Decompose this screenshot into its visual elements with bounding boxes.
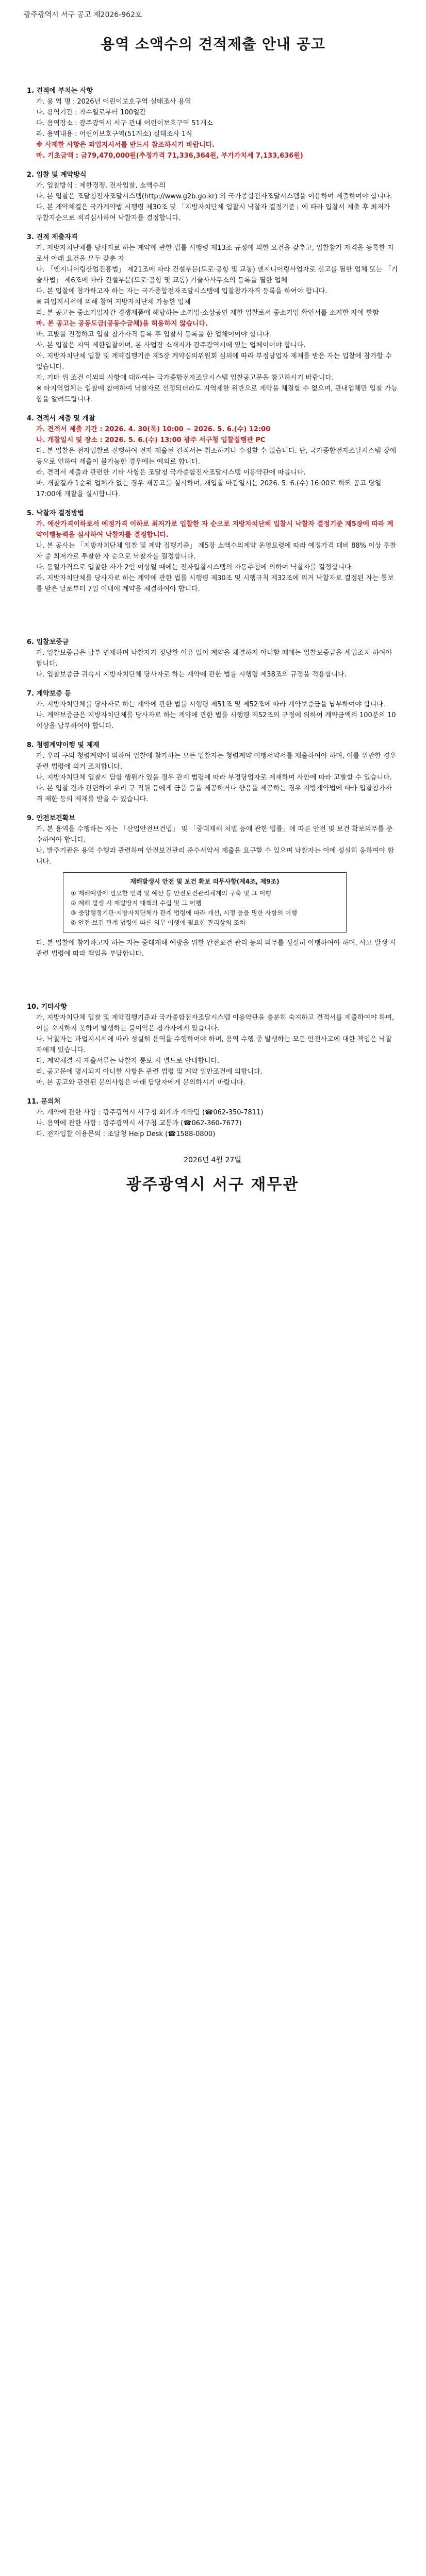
safety-duty-box-title: 재해발생시 안전 및 보건 확보 의무사항(제4조, 제9조) <box>130 878 280 885</box>
section-line: 나. 입찰보증금 귀속시 지방자치단체 당사자로 하는 계약에 관한 법률 시행령 제38조의 규정을 적용합니다. <box>36 671 347 679</box>
section-line: 다. 용역장소 : 광주광역시 서구 관내 어린이보호구역 51개소 <box>36 120 213 127</box>
section-line: 나. 「엔지니어링산업진흥법」 제21조에 따라 건설부문(도로·공항 및 교통) 엔지니어링사업자로 신고를 필한 업체 또는 「기술사법」 제6조에 따라 건설부문(도로·공항 및 교통) 기술사사무소의 등록을 필한 업체 <box>36 266 398 284</box>
section-line: 나. 용역에 관한 사항 : 광주광역시 서구청 교통과 (☎062-360-7677) <box>36 1120 242 1127</box>
section-line: 라. 지방자치단체를 당사자로 하는 계약에 관한 법률 시행령 제30조 및 시행규칙 제32조에 의거 낙찰자로 결정된 자는 통보를 받은 날로부터 7일 이내에 계약을 체결하여야 합니다. <box>36 574 394 593</box>
section-line: ※ 과업지시서에 의해 참여 지방자치단체 가능한 업체 <box>36 298 191 306</box>
section-line: 가. 지방자치단체 입찰 및 계약집행기준과 국가종합전자조달시스템 이용약관을 충분히 숙지하고 견적서를 제출하여야 하며, 이를 숙지하지 못하여 발생하는 불이익은 참가자에게 있습니다. <box>36 1014 395 1032</box>
section-line: 가. 지방자치단체를 당사자로 하는 계약에 관한 법률 시행령 제51조 및 제52조에 따라 계약보증금을 납부하여야 합니다. <box>36 701 385 708</box>
safety-duty-item: ② 재해 발생 시 재발방지 대책의 수립 및 그 이행 <box>71 900 202 907</box>
section-line: 마. 개찰결과 1순위 업체가 없는 경우 재공고를 실시하며, 재입찰 마감일시는 2026. 5. 6.(수) 16:00로 하되 공고 당일 17:00에 개찰을 실시합니다. <box>36 480 382 498</box>
section-line: 나. 본 공사는 「지방자치단체 입찰 및 계약 집행기준」 제5장 소액수의계약 운영요령에 따라 예정가격 대비 88% 이상 투찰자 중 최저가로 투찰한 자 순으로 낙찰자를 결정합니다. <box>36 542 397 561</box>
section-2 <box>27 170 398 224</box>
section-line: 자. 기타 위 조건 이외의 사항에 대하여는 국가종합전자조달시스템 입찰공고문을 참고하시기 바랍니다. <box>36 374 334 382</box>
section-line: 라. 견적서 제출과 관련한 기타 사항은 조달청 국가종합전자조달시스템 이용약관에 따릅니다. <box>36 469 306 477</box>
section-line: 나. 낙찰자는 과업지시서에 따라 성실히 용역을 수행하여야 하며, 용역 수행 중 발생하는 모든 안전사고에 대한 책임은 낙찰자에게 있습니다. <box>36 1036 392 1054</box>
section-line: 다. 전자입찰 이용문의 : 조달청 Help Desk (☎1588-0800) <box>36 1130 216 1138</box>
section-heading: 1. 견적에 부치는 사항 <box>27 87 93 95</box>
safety-duty-item: ③ 중앙행정기관·지방자치단체가 관계 법령에 따라 개선, 시정 등을 명한 사항의 이행 <box>71 909 298 917</box>
notice-date: 2026년 4월 27일 <box>184 1156 241 1164</box>
notice-issuer: 광주광역시 서구 재무관 <box>126 1176 299 1194</box>
section-8 <box>27 740 398 805</box>
section-line: 가. 예산가격이하로서 예정가격 이하로 최저가로 입찰한 자 순으로 지방자치단체 입찰시 낙찰자 결정기준 제5장에 따라 계약이행능력을 심사하여 낙찰자를 결정합니다. <box>36 520 394 539</box>
section-line: 다. 계약체결 시 제출서류는 낙찰자 통보 시 별도로 안내합니다. <box>36 1057 220 1065</box>
section-heading: 5. 낙찰자 결정방법 <box>27 510 84 517</box>
safety-duty-item: ① 재해예방에 필요한 인력 및 예산 등 안전보건관리체계의 구축 및 그 이행 <box>71 890 271 897</box>
section-10 <box>27 1002 398 1088</box>
page-gap <box>27 962 398 993</box>
section-7 <box>27 688 398 732</box>
section-line: 마. 본 공고는 공동도급(공동수급체)을 허용하지 않습니다. <box>36 320 208 328</box>
safety-duty-box <box>63 872 347 933</box>
section-line: ※ 타지역업체는 입찰에 참여하여 낙찰자로 선정되더라도 지역제한 위반으로 계약을 체결할 수 없으며, 관내업체만 입찰 가능함을 알려드립니다. <box>36 385 398 403</box>
section-line: 가. 본 용역을 수행하는 자는 「산업안전보건법」 및 「중대재해 처벌 등에 관한 법률」에 따른 안전 및 보건 확보의무를 준수하여야 합니다. <box>36 825 393 844</box>
section-line: 나. 개찰일시 및 장소 : 2026. 5. 6.(수) 13:00 광주 서구청 입찰집행관 PC <box>36 436 266 444</box>
section-line: 다. 본 입찰에 참가하고자 하는 자는 국가종합전자조달시스템에 입찰참가자격 등록을 하여야 합니다. <box>36 287 327 295</box>
section-line: 가. 견적서 제출 기간 : 2026. 4. 30(목) 10:00 ~ 2026. 5. 6.(수) 12:00 <box>36 426 271 433</box>
section-line: 나. 본 입찰은 조달청전자조달시스템(http://www.g2b.go.kr) 의 국가종합전자조달시스템을 이용하여 제출하여야 합니다. <box>36 193 392 200</box>
section-line: 나. 계약보증금은 지방자치단체를 당사자로 하는 계약에 관한 법률 시행령 제52조의 규정에 의하여 계약금액의 100분의 10 이상을 납부하여야 합니다. <box>36 711 396 730</box>
section-heading: 9. 안전보건확보 <box>27 815 75 822</box>
section-line: ※ 사제한 사항은 과업지시서를 반드시 참조하시기 바랍니다. <box>36 141 215 149</box>
section-line: 가. 입찰보증금은 납부 면제하며 낙찰자가 정당한 이유 없이 계약을 체결하지 아니할 때에는 입찰보증금을 세입조치 하여야 합니다. <box>36 649 392 668</box>
section-line: 다. 본 입찰에 참가하고자 하는 자는 중대재해 예방을 위한 안전보건 관리 등의 의무를 성실히 이행하여야 하며, 사고 발생 시 관련 법령에 따라 책임을 부담합니다. <box>36 939 396 958</box>
section-line: 다. 본 입찰은 전자입찰로 진행하여 전자 제출된 견적서는 취소하거나 수정할 수 없습니다. 단, 국가종합전자조달시스템 장애 등으로 인하여 제출이 불가능한 경우에는 예외로 합니다. <box>36 447 397 466</box>
section-heading: 10. 기타사항 <box>27 1003 67 1011</box>
section-line: 가. 계약에 관한 사항 : 광주광역시 서구청 회계과 계약팀 (☎062-350-7811) <box>36 1109 264 1116</box>
section-heading: 3. 견적 제출자격 <box>27 233 78 241</box>
section-line: 나. 지방자치단체 입찰시 담합 행위가 있을 경우 관계 법령에 따라 부정당업자로 제재하며 사안에 따라 고발할 수 있습니다. <box>36 774 392 782</box>
section-line: 가. 지방자치단체를 당사자로 하는 계약에 관한 법률 시행령 제13조 규정에 의한 요건을 갖추고, 입찰참가 자격을 등록한 자로서 아래 요건을 모두 갖춘 자 <box>36 244 394 263</box>
section-line: 다. 본 계약체결은 국가계약법 시행령 제30조 및 「지방자치단체 입찰시 낙찰자 결정기준」에 따라 입찰서 제출 후 최저가 투찰자순으로 적격심사하여 낙찰자를 결정합니다. <box>36 204 390 222</box>
section-11 <box>27 1096 398 1140</box>
section-line: 라. 본 공고는 중소기업자간 경쟁제품에 해당하는 소기업·소상공인 제한 입찰로서 중소기업 확인서를 소지한 자에 한함 <box>36 309 379 317</box>
notice-number: 광주광역시 서구 공고 제2026-962호 <box>24 11 142 19</box>
notice-body <box>27 77 398 1194</box>
section-line: 가. 우리 구의 청렴계약에 의하여 입찰에 참가하는 모든 입찰자는 청렴계약 이행서약서를 제출하여야 하며, 이를 위반한 경우 관련 법령에 의거 조치합니다. <box>36 752 397 771</box>
section-heading: 11. 문의처 <box>27 1098 61 1106</box>
section-line: 가. 용 역 명 : 2026년 어린이보호구역 실태조사 용역 <box>36 98 191 106</box>
section-3 <box>27 232 398 405</box>
section-heading: 6. 입찰보증금 <box>27 638 69 646</box>
section-6 <box>27 637 398 680</box>
safety-duty-item: ④ 안전·보건 관계 법령에 따른 의무 이행에 필요한 관리상의 조치 <box>71 919 245 926</box>
section-1 <box>27 86 398 161</box>
section-line: 다. 본 입찰 건과 관련하여 우리 구 직원 등에게 금품 등을 제공하거나 향응을 제공하는 경우 지방계약법에 따라 입찰참가자격 제한 등의 제재를 받을 수 있습니다. <box>36 785 392 803</box>
section-line: 마. 기초금액 : 금79,470,000원(추정가격 71,336,364원, 부가가치세 7,133,636원) <box>36 152 303 160</box>
section-line: 가. 입찰방식 : 제한경쟁, 전자입찰, 소액수의 <box>36 182 166 190</box>
section-heading: 4. 견적서 제출 및 개찰 <box>27 415 95 422</box>
section-line: 나. 발주기관은 용역 수행과 관련하여 안전보건관리 준수서약서 제출을 요구할 수 있으며 낙찰자는 이에 성실히 응하여야 합니다. <box>36 847 395 866</box>
section-line: 라. 공고문에 명시되지 아니한 사항은 관련 법령 및 계약 일반조건에 의합니다. <box>36 1068 263 1076</box>
page-gap <box>27 598 398 629</box>
section-heading: 7. 계약보증 등 <box>27 690 71 698</box>
section-line: 마. 본 공고와 관련된 문의사항은 아래 담당자에게 문의하시기 바랍니다. <box>36 1079 245 1087</box>
section-4 <box>27 413 398 500</box>
section-line: 나. 용역기간 : 착수일로부터 100일간 <box>36 109 146 116</box>
section-heading: 8. 청렴계약이행 및 제재 <box>27 741 100 749</box>
section-9 <box>27 813 398 959</box>
section-line: 사. 본 입찰은 지역 제한입찰이며, 본 사업장 소재지가 광주광역시에 있는 업체이어야 합니다. <box>36 342 306 349</box>
section-line: 라. 용역내용 : 어린이보호구역(51개소) 실태조사 1식 <box>36 130 192 138</box>
section-line: 다. 동일가격으로 입찰한 자가 2인 이상일 때에는 전자입찰시스템의 자동추첨에 의하여 낙찰자를 결정합니다. <box>36 564 353 571</box>
section-5 <box>27 508 398 595</box>
page-title: 용역 소액수의 견적제출 안내 공고 <box>101 36 325 53</box>
section-line: 바. 고발을 진정하고 입찰 참가자격 등록 후 입찰서 등록을 한 업체이어야 합니다. <box>36 331 271 338</box>
section-heading: 2. 입찰 및 계약방식 <box>27 171 87 179</box>
section-line: 아. 지방자치단체 입찰 및 계약집행기준 제5장 계약심의위원회 심의에 따라 부정당업자 제재를 받은 자는 입찰에 참가할 수 없습니다. <box>36 352 392 371</box>
